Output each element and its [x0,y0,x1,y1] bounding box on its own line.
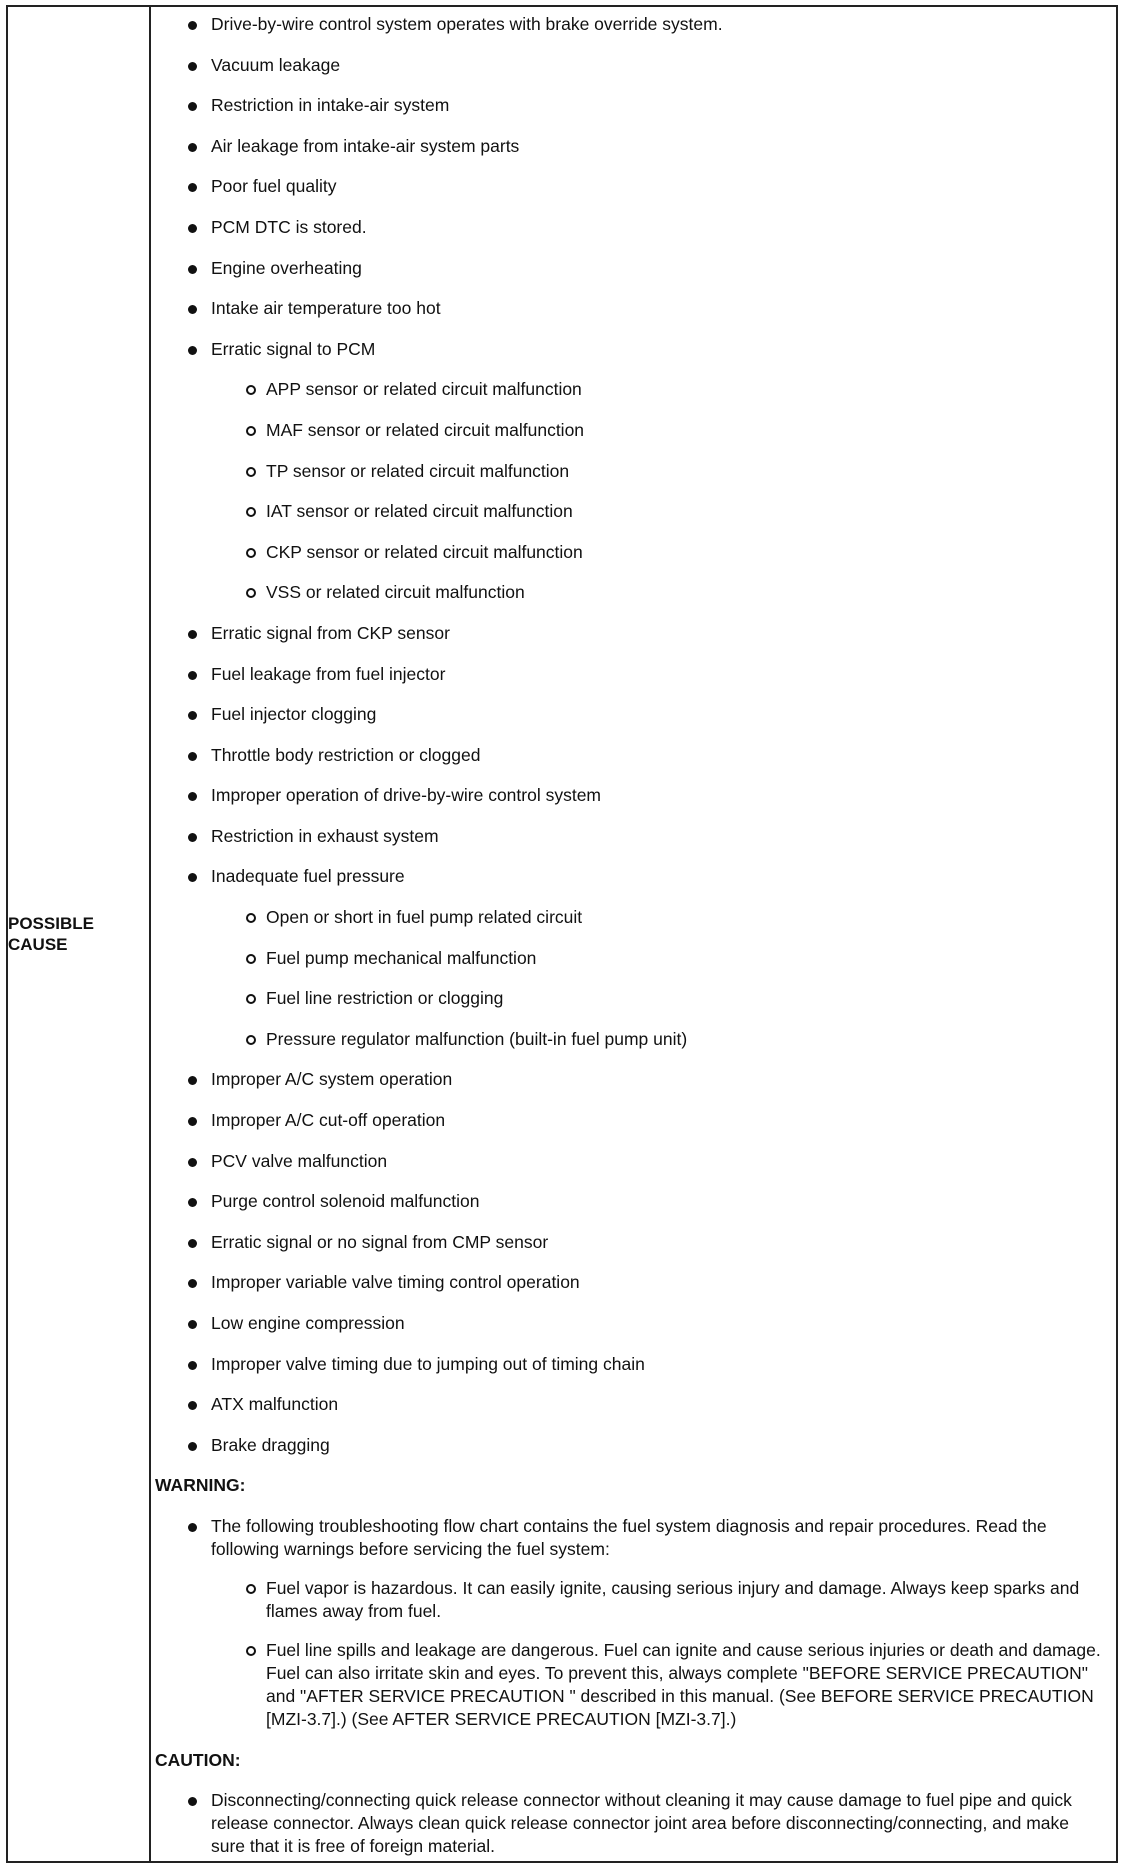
list-item: PCV valve malfunction [155,1150,1104,1173]
list-item: Throttle body restriction or clogged [155,744,1104,767]
fuel-pressure-sublist [211,906,1104,1051]
list-item: Poor fuel quality [155,175,1104,198]
sub-list-item: IAT sensor or related circuit malfunction [211,500,1104,523]
sub-list-item: Fuel pump mechanical malfunction [211,947,1104,970]
list-item: Low engine compression [155,1312,1104,1335]
list-item: Improper valve timing due to jumping out of timing chain [155,1353,1104,1376]
caution-item: Disconnecting/connecting quick release connector without cleaning it may cause damage to fuel pipe and quick release connector. Always clean quick release connector joint area before disconnecting/connecting, and make sure that it is free of foreign material. [155,1789,1104,1858]
list-item: Improper A/C system operation [155,1068,1104,1091]
list-item: Erratic signal from CKP sensor [155,622,1104,645]
list-item: Intake air temperature too hot [155,297,1104,320]
list-item: Brake dragging [155,1434,1104,1457]
warning-item: The following troubleshooting flow chart contains the fuel system diagnosis and repair procedures. Read the following warnings before servicing the fuel system: Fuel vapor is hazardous. It can easily ignite, causing serious injury and damage. Always keep sparks and flames away from fuel. Fuel line spills and leakage are dangerous. Fuel can ignite and cause serious injuries or death and damage. Fuel can also irritate skin and eyes. To prevent this, always complete "BEFORE SERVICE PRECAUTION" and "AFTER SERVICE PRECAUTION " described in this manual. (See BEFORE SERVICE PRECAUTION [MZI-3.7].) (See AFTER SERVICE PRECAUTION [MZI-3.7].) [155,1515,1104,1731]
sub-list-item: Open or short in fuel pump related circuit [211,906,1104,929]
list-item: Erratic signal to PCM APP sensor or related circuit malfunction MAF sensor or related circuit malfunction TP sensor or related circuit malfunction IAT sensor or related circuit malfunction CKP sensor or related circuit malfunction VSS or related circuit malfunction [155,338,1104,605]
caution-heading: CAUTION: [155,1749,241,1770]
row-label-cell [7,6,150,1862]
list-item: Restriction in intake-air system [155,94,1104,117]
pcm-signal-sublist [211,378,1104,604]
list-item: Air leakage from intake-air system parts [155,135,1104,158]
sub-list-item: MAF sensor or related circuit malfunction [211,419,1104,442]
sub-list-item: Fuel line restriction or clogging [211,987,1104,1010]
list-item: Purge control solenoid malfunction [155,1190,1104,1213]
sub-list-item: TP sensor or related circuit malfunction [211,460,1104,483]
sub-list-item: CKP sensor or related circuit malfunction [211,541,1104,564]
list-item: Improper operation of drive-by-wire control system [155,784,1104,807]
list-item: Inadequate fuel pressure Open or short in fuel pump related circuit Fuel pump mechanical malfunction Fuel line restriction or clogging Pressure regulator malfunction (built-in fuel pump unit) [155,865,1104,1050]
warning-sub-item: Fuel line spills and leakage are dangerous. Fuel can ignite and cause serious injuries or death and damage. Fuel can also irritate skin and eyes. To prevent this, always complete "BEFORE SERVICE PRECAUTION" and "AFTER SERVICE PRECAUTION " described in this manual. (See BEFORE SERVICE PRECAUTION [MZI-3.7].) (See AFTER SERVICE PRECAUTION [MZI-3.7].) [211,1639,1104,1731]
caution-list [155,1789,1104,1858]
sub-list-item: Pressure regulator malfunction (built-in fuel pump unit) [211,1028,1104,1051]
list-item: Engine overheating [155,257,1104,280]
possible-cause-table [6,5,1118,1863]
list-item: Drive-by-wire control system operates with brake override system. [155,13,1104,36]
list-item: Fuel leakage from fuel injector [155,663,1104,686]
warning-sub-item: Fuel vapor is hazardous. It can easily ignite, causing serious injury and damage. Always keep sparks and flames away from fuel. [211,1577,1104,1623]
sub-list-item: VSS or related circuit malfunction [211,581,1104,604]
row-content-cell [150,6,1117,1862]
list-item: ATX malfunction [155,1393,1104,1416]
warning-list [155,1515,1104,1731]
list-item: Erratic signal or no signal from CMP sensor [155,1231,1104,1254]
list-item: Improper variable valve timing control operation [155,1271,1104,1294]
cause-list [155,7,1104,1457]
warning-sublist [211,1577,1104,1731]
list-item: Vacuum leakage [155,54,1104,77]
sub-list-item: APP sensor or related circuit malfunction [211,378,1104,401]
list-item: Fuel injector clogging [155,703,1104,726]
row-label: POSSIBLE CAUSE [8,914,94,954]
list-item: Improper A/C cut-off operation [155,1109,1104,1132]
list-item: Restriction in exhaust system [155,825,1104,848]
list-item: PCM DTC is stored. [155,216,1104,239]
warning-heading: WARNING: [155,1475,246,1496]
